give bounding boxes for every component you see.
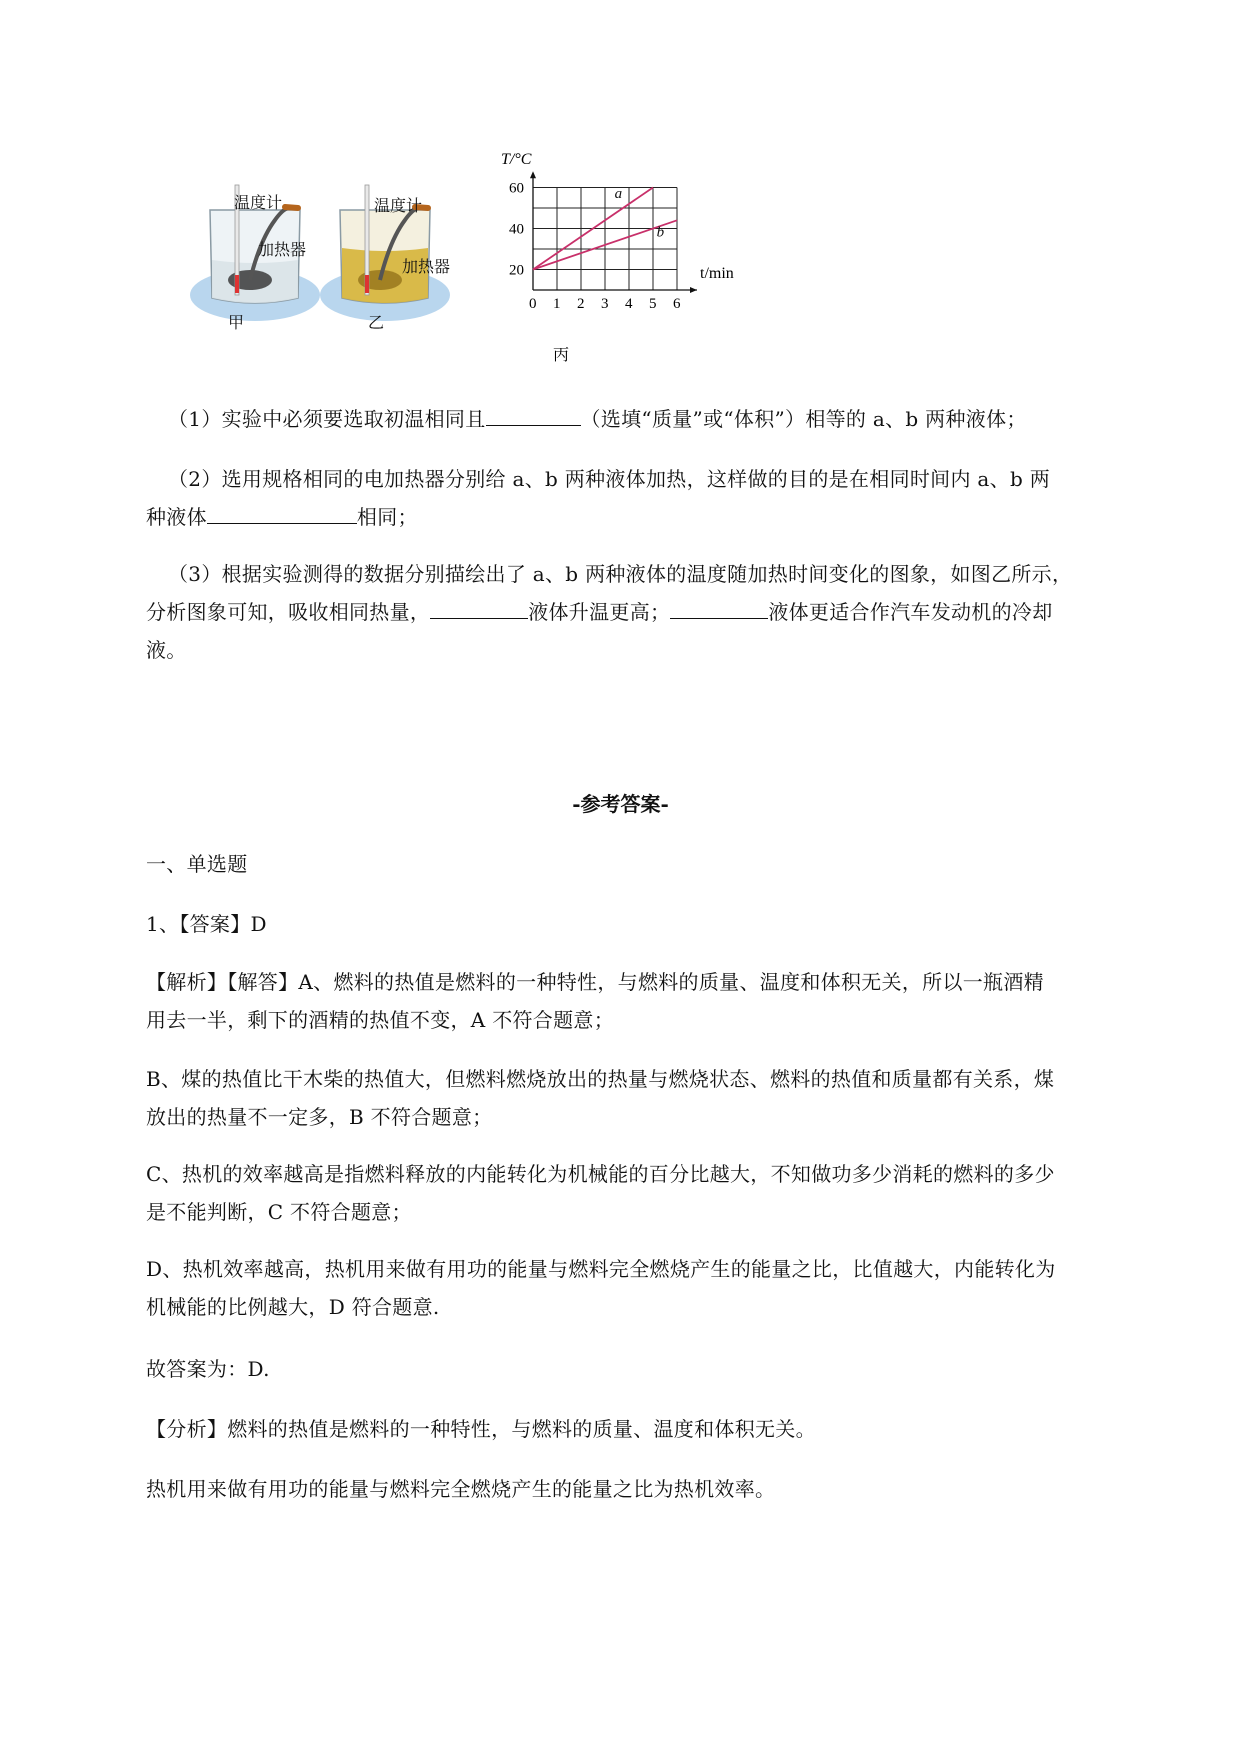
analysis-c bbox=[146, 1155, 1136, 1231]
answer-blank-2[interactable] bbox=[207, 501, 357, 524]
x-tick-label: 2 bbox=[577, 296, 585, 312]
analysis-a-line-1: 【解析】【解答】A、燃料的热值是燃料的一种特性，与燃料的质量、温度和体积无关，所以一瓶酒精 bbox=[146, 970, 1044, 994]
x-tick-label: 3 bbox=[601, 296, 609, 312]
analysis-a-line-2: 用去一半，剩下的酒精的热值不变，A 不符合题意； bbox=[146, 1008, 615, 1032]
temperature-chart-svg bbox=[501, 150, 745, 365]
beaker-jia-caption: 甲 bbox=[228, 313, 245, 332]
question-2-line-2-before: 种液体 bbox=[146, 505, 207, 529]
analysis-b bbox=[146, 1060, 1136, 1136]
question-3-line-2 bbox=[146, 593, 1136, 631]
analysis-b-line-1: B、煤的热值比干木柴的热值大，但燃料燃烧放出的热量与燃烧状态、燃料的热值和质量都有关系，煤 bbox=[146, 1067, 1055, 1091]
beaker-yi-heater-label: 加热器 bbox=[402, 257, 451, 276]
question-1 bbox=[146, 400, 1136, 438]
question-2 bbox=[146, 460, 1136, 536]
x-axis-label: t/min bbox=[700, 265, 734, 282]
question-1-text-before: （1）实验中必须要选取初温相同且 bbox=[168, 407, 486, 431]
x-tick-label: 4 bbox=[625, 296, 633, 312]
question-3 bbox=[146, 555, 1136, 669]
answer-blank-3[interactable] bbox=[430, 596, 528, 619]
beaker-yi-caption: 乙 bbox=[368, 313, 385, 332]
answer-blank-4[interactable] bbox=[670, 596, 768, 619]
beaker-yi-thermometer-label: 温度计 bbox=[374, 196, 423, 215]
x-tick-label: 6 bbox=[673, 296, 681, 312]
question-2-line-1: （2）选用规格相同的电加热器分别给 a、b 两种液体加热，这样做的目的是在相同时间内 a、b 两 bbox=[168, 467, 1051, 491]
x-tick-label: 0 bbox=[529, 296, 537, 312]
y-axis-label: T/°C bbox=[501, 151, 532, 168]
y-tick-label: 40 bbox=[509, 221, 524, 238]
question-2-line-2 bbox=[146, 498, 1136, 536]
x-tick-label: 5 bbox=[649, 296, 657, 312]
series-label-a: a bbox=[614, 185, 623, 202]
analysis-c-line-1: C、热机的效率越高是指燃料释放的内能转化为机械能的百分比越大，不知做功多少消耗的燃料的多少 bbox=[146, 1162, 1055, 1186]
beaker-jia-heater-label: 加热器 bbox=[258, 240, 307, 259]
answer-blank-1[interactable] bbox=[486, 403, 581, 426]
analysis-a bbox=[146, 963, 1136, 1039]
beaker-jia-thermometer-label: 温度计 bbox=[234, 193, 283, 212]
answer-conclusion: 故答案为：D. bbox=[146, 1357, 270, 1381]
question-3-line-3: 液。 bbox=[146, 638, 187, 662]
analysis-summary: 【分析】燃料的热值是燃料的一种特性，与燃料的质量、温度和体积无关。 bbox=[146, 1417, 816, 1441]
question-3-line-2-mid: 液体升温更高； bbox=[528, 600, 671, 624]
analysis-d-line-2: 机械能的比例越大，D 符合题意. bbox=[146, 1295, 440, 1319]
x-axis-arrow bbox=[690, 287, 697, 293]
y-tick-label: 60 bbox=[509, 180, 524, 197]
analysis-b-line-2: 放出的热量不一定多，B 不符合题意； bbox=[146, 1105, 493, 1129]
analysis-d bbox=[146, 1250, 1136, 1326]
analysis-c-line-2: 是不能判断，C 不符合题意； bbox=[146, 1200, 412, 1224]
y-tick-label: 20 bbox=[509, 262, 524, 279]
chart-caption: 丙 bbox=[553, 347, 570, 364]
question-1-text-after: （选填“质量”或“体积”）相等的 a、b 两种液体； bbox=[580, 407, 1027, 431]
temperature-chart bbox=[501, 150, 745, 370]
y-axis-arrow bbox=[530, 171, 536, 178]
question-3-line-2-after: 液体更适合作汽车发动机的冷却 bbox=[768, 600, 1053, 624]
question-3-line-2-before: 分析图象可知，吸收相同热量， bbox=[146, 600, 431, 624]
question-3-line-1: （3）根据实验测得的数据分别描绘出了 a、b 两种液体的温度随加热时间变化的图象，如图乙所示， bbox=[168, 562, 1073, 586]
series-label-b: b bbox=[656, 224, 665, 241]
efficiency-definition: 热机用来做有用功的能量与燃料完全燃烧产生的能量之比为热机效率。 bbox=[146, 1477, 776, 1501]
answers-section: 一、单选题 bbox=[146, 852, 248, 876]
answers-title: -参考答案- bbox=[572, 792, 669, 816]
question-2-line-2-after: 相同； bbox=[356, 505, 418, 529]
answer-item-1: 1、【答案】D bbox=[146, 912, 267, 936]
analysis-d-line-1: D、热机效率越高，热机用来做有用功的能量与燃料完全燃烧产生的能量之比，比值越大，内能转化为 bbox=[146, 1257, 1056, 1281]
x-tick-label: 1 bbox=[553, 296, 561, 312]
